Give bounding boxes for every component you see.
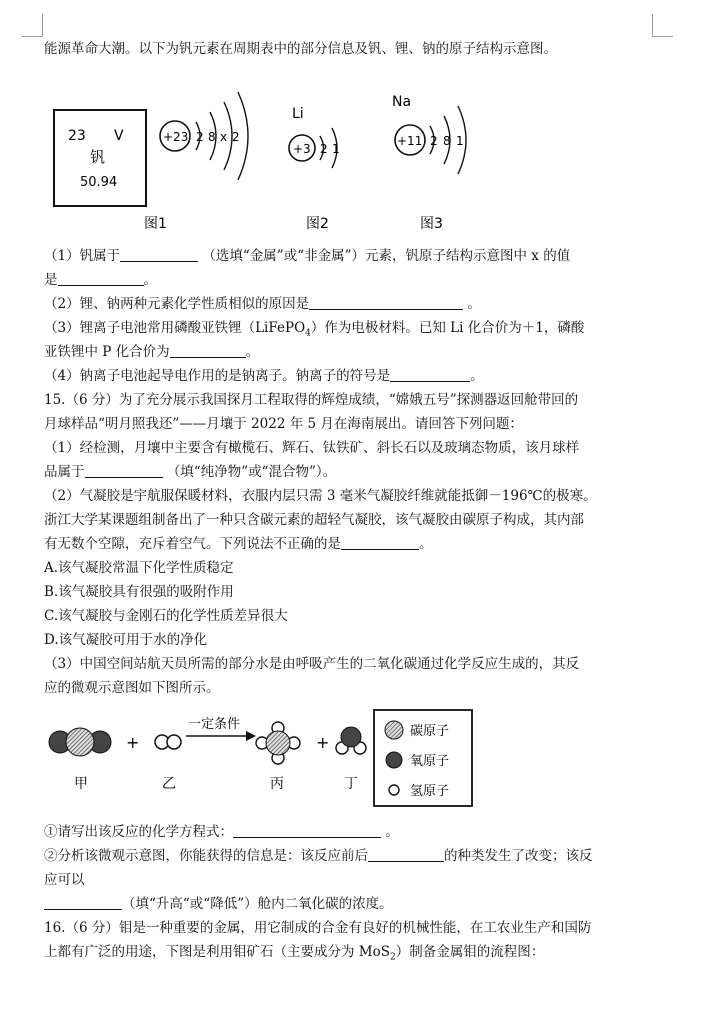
molecule-jia: [49, 728, 111, 756]
q15-l4b: （填“纯净物”或“混合物”）。: [166, 464, 337, 480]
na-shell-3: 1: [456, 134, 464, 148]
q14-part1-line2: 是 。: [44, 272, 157, 288]
li-shell-1: 2: [320, 142, 328, 156]
q15-c2-line1: [44, 845, 673, 867]
q15-line1: 15.（6 分）为了充分展示我国探月工程取得的辉煌成绩，“嫦娥五号”探测器返回舱带回的: [44, 392, 579, 408]
legend-hydrogen: 氢原子: [410, 784, 450, 799]
legend-carbon: 碳原子: [410, 724, 450, 739]
label-yi: 乙: [162, 776, 176, 792]
label-ding: 丁: [344, 776, 358, 792]
li-symbol: Li: [292, 106, 304, 122]
q15-line7: 有无数个空隙，充斥着空气。下列说法不正确的是 。: [44, 536, 433, 552]
q14-part3-line2: 亚铁锂中 P 化合价为 。: [44, 344, 260, 360]
option-c: C.该气凝胶与金刚石的化学性质差异很大: [44, 608, 288, 624]
q15-c1-text: ①请写出该反应的化学方程式：: [44, 824, 233, 840]
q15-line3: （1）经检测，月壤中主要含有橄榄石、辉石、钛铁矿、斜长石以及玻璃态物质，该月球样: [44, 440, 580, 456]
v-symbol: V: [114, 128, 124, 144]
caption-fig3: 图3: [420, 216, 443, 232]
q14-part2: （2）锂、钠两种元素化学性质相似的原因是 。: [44, 296, 481, 312]
na-shell-1: 2: [430, 134, 438, 148]
reaction-condition: 一定条件: [188, 717, 241, 732]
li-shell-2: 1: [332, 142, 340, 156]
q15-c2-line2: 应可以: [44, 872, 85, 888]
q14-p1c: 是: [44, 272, 58, 288]
q16-l2a: 上都有广泛的用途，下图是利用钼矿石（主要成分为 MoS: [44, 944, 390, 960]
molecule-yi: [155, 735, 181, 749]
option-a: A.该气凝胶常温下化学性质稳定: [44, 560, 234, 576]
intro-line: 能源革命大潮。以下为钒元素在周期表中的部分信息及钒、锂、钠的原子结构示意图。: [44, 41, 557, 57]
v-nucleus-charge: +23: [163, 130, 189, 144]
answer-blank[interactable]: [309, 295, 463, 310]
q15-c2a: ②分析该微观示意图，你能获得的信息是：该反应前后: [44, 848, 368, 864]
v-shell-3: x: [220, 130, 228, 144]
q16-line1: 16.（6 分）钼是一种重要的金属，用它制成的合金有良好的机械性能，在工农业生产和国防: [44, 920, 592, 936]
answer-blank[interactable]: [85, 463, 163, 478]
answer-blank[interactable]: [233, 823, 381, 838]
corner-mark-right: [652, 14, 673, 37]
na-symbol: Na: [392, 94, 412, 110]
q15-line6: 浙江大学某课题组制备出了一种只含碳元素的超轻气凝胶，该气凝胶由碳原子构成，其内部: [44, 512, 584, 528]
q14-part1-line1: [44, 245, 673, 267]
q15-c2b: 的种类发生了改变；该反: [444, 848, 593, 864]
corner-mark-left: [22, 14, 43, 37]
q15-line2: 月球样品“明月照我还”——月壤于 2022 年 5 月在海南展出。请回答下列问题：: [44, 416, 523, 432]
option-d: D.该气凝胶可用于水的净化: [44, 632, 208, 648]
caption-fig2: 图2: [306, 216, 329, 232]
q15-l7: 有无数个空隙，充斥着空气。下列说法不正确的是: [44, 536, 341, 552]
q14-part4: （4）钠离子电池起导电作用的是钠离子。钠离子的符号是 。: [44, 368, 484, 384]
reaction-diagram: [0, 704, 713, 816]
q14-p2: （2）锂、钠两种元素化学性质相似的原因是: [44, 296, 310, 312]
q14-p3-subscript: 4: [305, 328, 311, 339]
q15-c3-text: （填“升高“或“降低”）舱内二氧化碳的浓度。: [122, 896, 393, 912]
caption-fig1: 图1: [144, 216, 167, 232]
label-jia: 甲: [74, 776, 88, 792]
q16-line2: [44, 941, 673, 969]
answer-blank[interactable]: [44, 895, 122, 910]
q14-p3b: ）作为电极材料。已知 Li 化合价为＋1，磷酸: [310, 320, 585, 336]
q14-p4: （4）钠离子电池起导电作用的是钠离子。钠离子的符号是: [44, 368, 391, 384]
answer-blank[interactable]: [120, 247, 198, 262]
na-nucleus-charge: +11: [397, 134, 423, 148]
q15-l4a: 品属于: [44, 464, 85, 480]
q16-l2-subscript: 2: [390, 952, 396, 963]
option-b: B.该气凝胶具有很强的吸附作用: [44, 584, 234, 600]
q14-p1b: （选填“金属”或“非金属”）元素，钒原子结构示意图中 x 的值: [202, 248, 571, 264]
q16-l2b: ）制备金属钼的流程图：: [395, 944, 545, 960]
v-shell-1: 2: [196, 130, 204, 144]
q15-line5: （2）气凝胶是宇航服保暖材料，衣服内层只需 3 毫米气凝胶纤维就能抵御－196℃的极寒。: [44, 488, 597, 504]
answer-blank[interactable]: [368, 847, 444, 862]
molecule-ding: [336, 727, 366, 754]
answer-blank[interactable]: [341, 535, 419, 550]
answer-blank[interactable]: [58, 271, 144, 286]
label-bing: 丙: [270, 776, 284, 792]
oxygen-legend-icon: [386, 752, 402, 768]
q14-p3c: 亚铁锂中 P 化合价为: [44, 344, 170, 360]
answer-blank[interactable]: [390, 367, 470, 382]
v-name: 钒: [90, 148, 106, 166]
na-shell-2: 8: [443, 134, 451, 148]
plus-sign-1: +: [126, 733, 140, 752]
q15-c3: [44, 893, 673, 915]
carbon-legend-icon: [385, 721, 403, 739]
li-nucleus-charge: +3: [293, 142, 311, 156]
q15-line8: （3）中国空间站航天员所需的部分水是由呼吸产生的二氧化碳通过化学反应生成的，其反: [44, 656, 580, 672]
v-shell-2: 8: [208, 130, 216, 144]
hydrogen-legend-icon: [389, 785, 399, 795]
molecule-bing: [256, 722, 300, 764]
q15-c1: ①请写出该反应的化学方程式： 。: [44, 824, 399, 840]
v-mass: 50.94: [80, 175, 118, 190]
atomic-structure-figure: [0, 88, 713, 238]
q15-line4: [44, 461, 673, 483]
plus-sign-2: +: [316, 733, 330, 752]
q15-line9: 应的微观示意图如下图所示。: [44, 680, 220, 696]
legend-oxygen: 氧原子: [410, 754, 450, 769]
v-number: 23: [68, 128, 86, 144]
q14-p3a: （3）锂离子电池常用磷酸亚铁锂（LiFePO: [44, 320, 306, 336]
q14-p1a: （1）钒属于: [44, 248, 121, 264]
v-shell-4: 2: [232, 130, 240, 144]
answer-blank[interactable]: [170, 343, 246, 358]
